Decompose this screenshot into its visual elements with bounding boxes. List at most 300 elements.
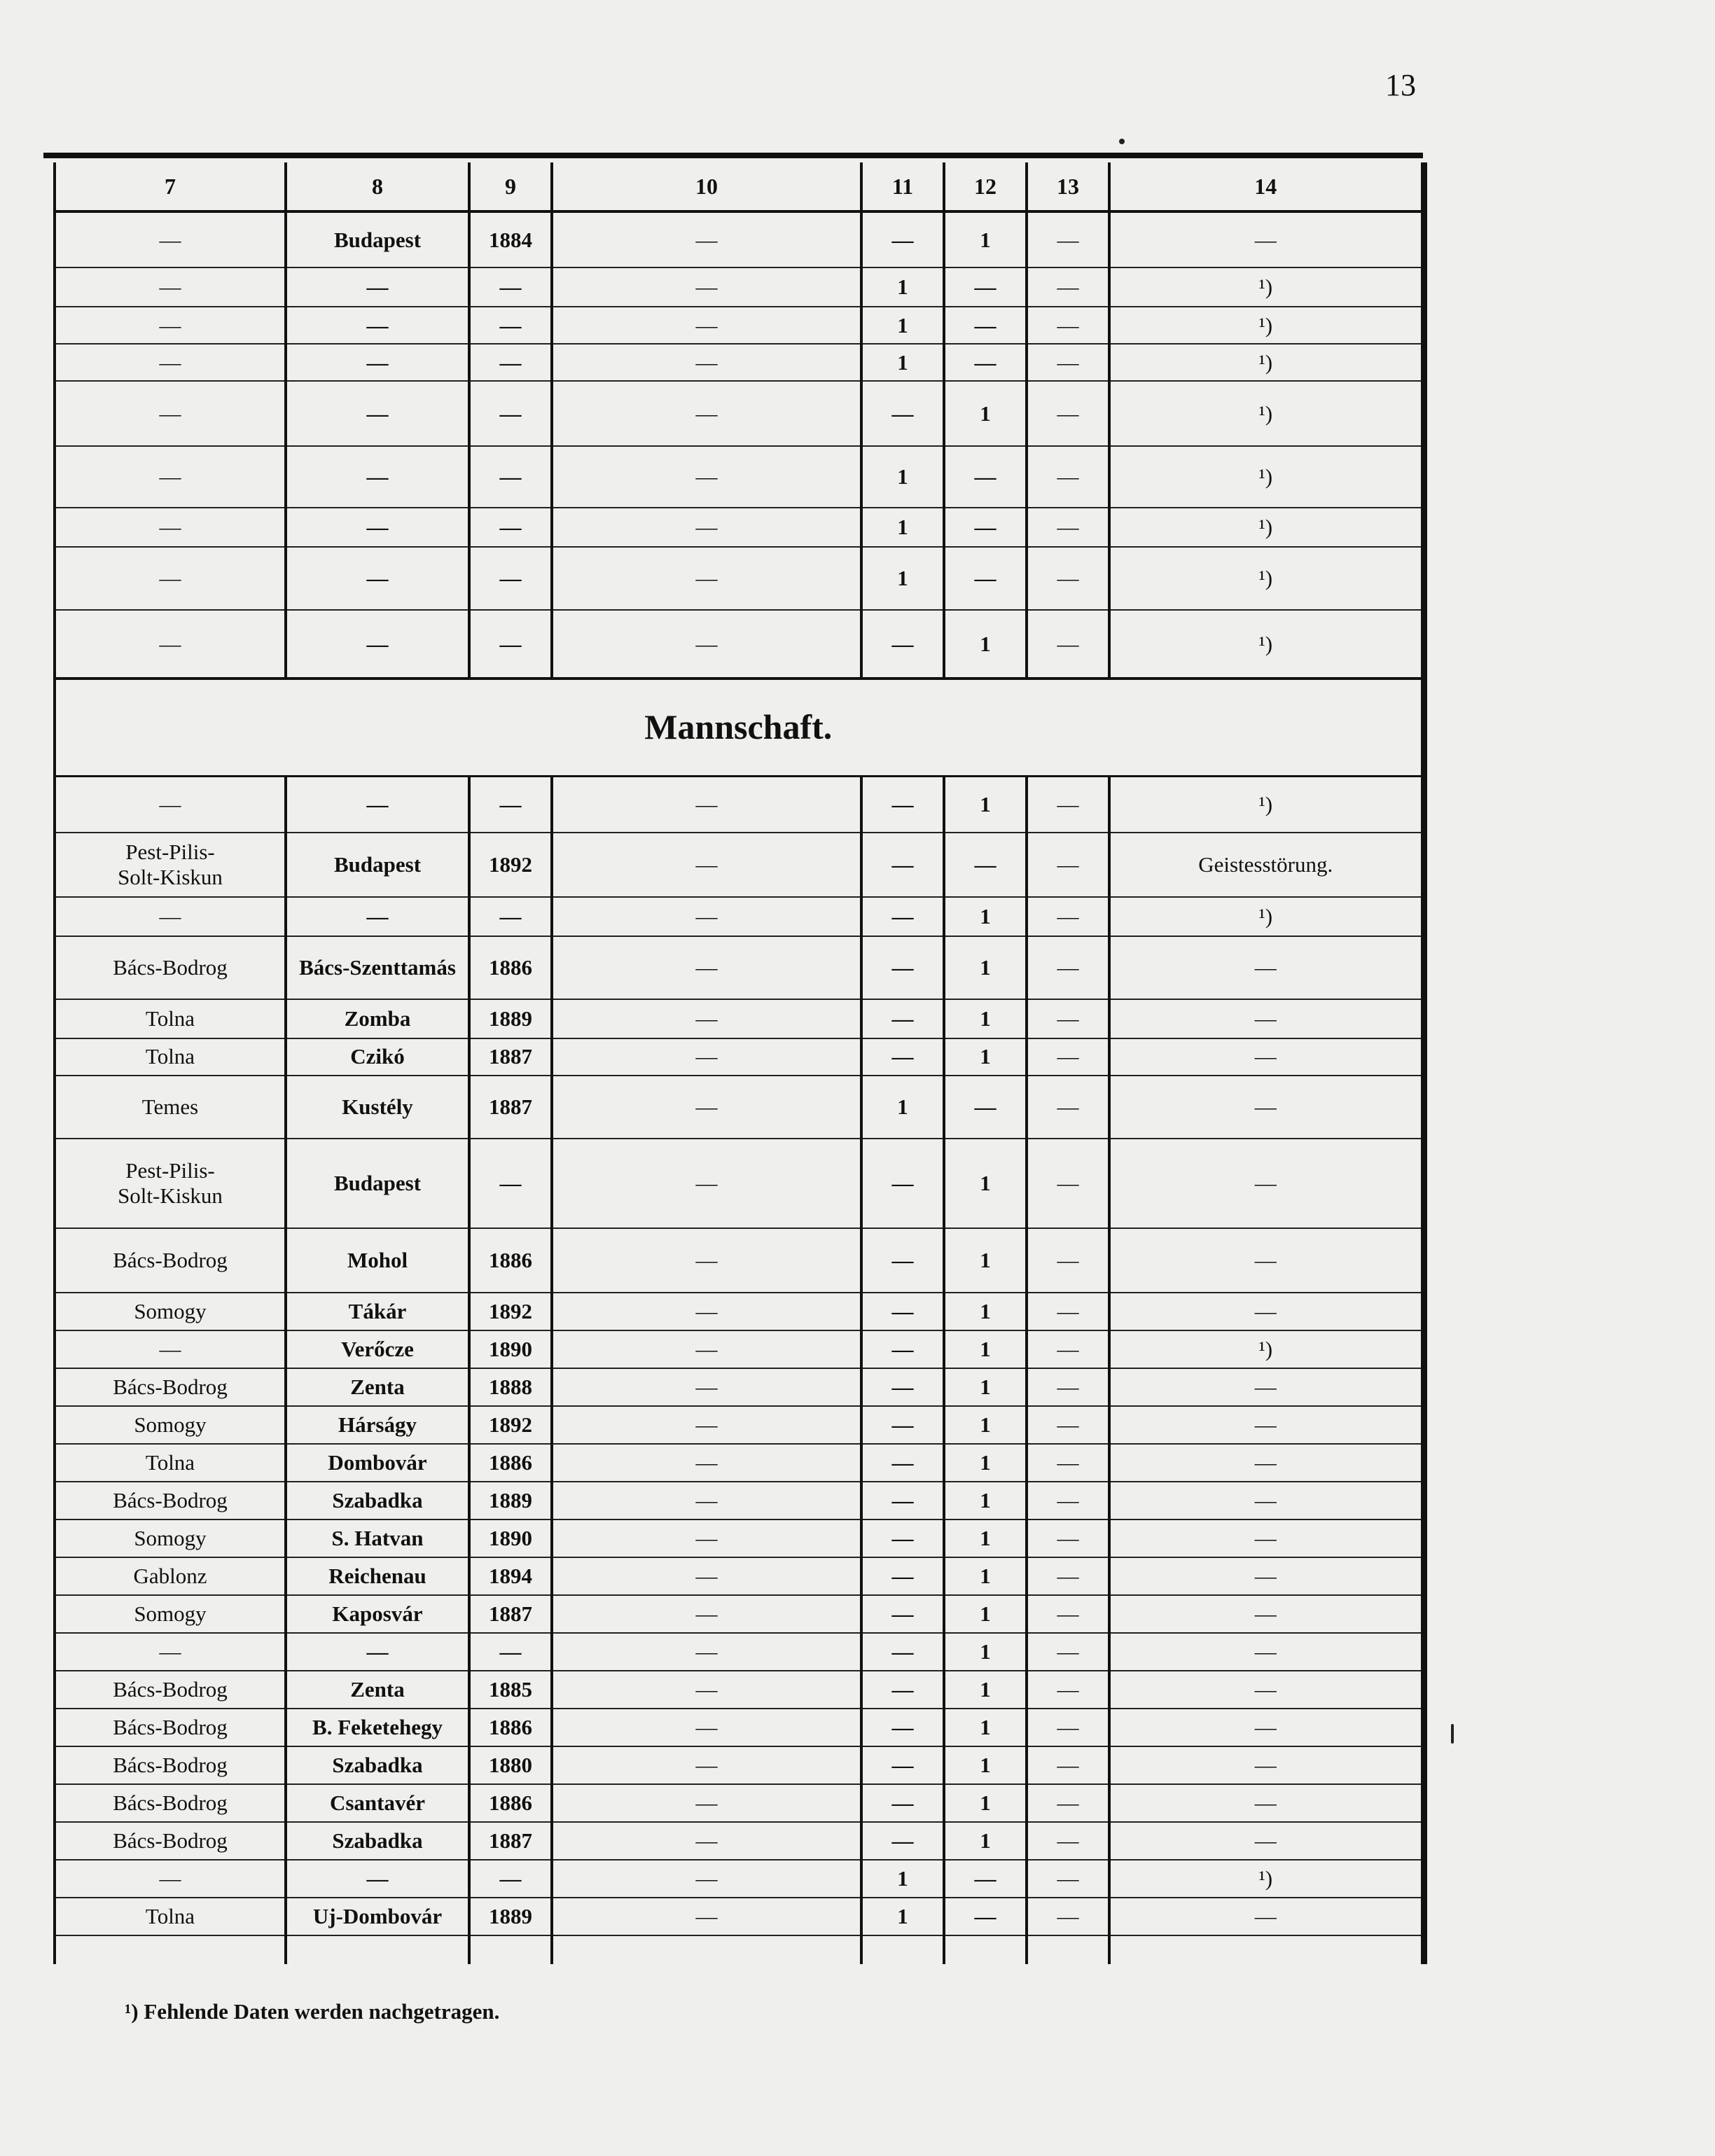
cell-col-9: 1889	[469, 999, 552, 1038]
cell-col-8: Reichenau	[286, 1557, 469, 1595]
cell-col-7: —	[55, 307, 286, 344]
cell-col-9: 1887	[469, 1595, 552, 1633]
cell-col-9: 1889	[469, 1482, 552, 1519]
cell-col-14: —	[1109, 1898, 1424, 1935]
table-row	[55, 1595, 1424, 1633]
cell-col-8: —	[286, 897, 469, 936]
cell-col-11: —	[861, 1822, 944, 1860]
cell-col-13: —	[1027, 1671, 1109, 1709]
cell-col-10: —	[552, 1595, 861, 1633]
cell-col-8: Mohol	[286, 1228, 469, 1293]
cell-col-14: —	[1109, 1709, 1424, 1746]
cell-col-14: —	[1109, 1228, 1424, 1293]
cell-col-10: —	[552, 508, 861, 547]
cell-col-13: —	[1027, 1898, 1109, 1935]
table-row	[55, 1076, 1424, 1139]
cell-col-9: 1886	[469, 1784, 552, 1822]
cell-col-13: —	[1027, 1557, 1109, 1595]
column-header: 13	[1027, 162, 1109, 211]
cell-col-14: —	[1109, 1633, 1424, 1671]
cell-col-8: Tákár	[286, 1293, 469, 1330]
cell-col-10: —	[552, 1444, 861, 1482]
cell-col-11: —	[861, 1671, 944, 1709]
table-row	[55, 508, 1424, 547]
cell-col-8: B. Feketehegy	[286, 1709, 469, 1746]
table-row	[55, 307, 1424, 344]
cell-col-14: —	[1109, 1519, 1424, 1557]
cell-col-7: —	[55, 610, 286, 679]
cell-col-14: —	[1109, 1293, 1424, 1330]
cell-col-12: 1	[944, 1709, 1027, 1746]
speck	[1119, 139, 1125, 144]
cell-col-11: 1	[861, 547, 944, 610]
cell-col-12: 1	[944, 777, 1027, 833]
table-row	[55, 1330, 1424, 1368]
cell-col-9: 1887	[469, 1038, 552, 1076]
cell-col-14: ¹)	[1109, 381, 1424, 446]
speck	[1451, 1724, 1454, 1744]
cell-col-14: —	[1109, 1038, 1424, 1076]
cell-col-9: 1889	[469, 1898, 552, 1935]
cell-col-8: Zenta	[286, 1671, 469, 1709]
cell-col-13: —	[1027, 777, 1109, 833]
cell-col-13: —	[1027, 1444, 1109, 1482]
cell-col-8: Budapest	[286, 211, 469, 267]
cell-col-8: Hárságy	[286, 1406, 469, 1444]
cell-col-12: 1	[944, 1557, 1027, 1595]
table-row	[55, 1482, 1424, 1519]
cell-col-8: —	[286, 344, 469, 381]
cell-col-10: —	[552, 610, 861, 679]
cell-col-8: Szabadka	[286, 1482, 469, 1519]
cell-col-7: —	[55, 1860, 286, 1898]
cell-col-12: 1	[944, 1822, 1027, 1860]
cell-col-8: Budapest	[286, 833, 469, 897]
table-row	[55, 1293, 1424, 1330]
table-row	[55, 1822, 1424, 1860]
cell-col-8: Zomba	[286, 999, 469, 1038]
cell-col-10: —	[552, 1228, 861, 1293]
cell-col-7: Somogy	[55, 1595, 286, 1633]
cell-col-9: 1888	[469, 1368, 552, 1406]
cell-col-7: Bács-Bodrog	[55, 1709, 286, 1746]
table-row	[55, 1368, 1424, 1406]
cell-col-14: —	[1109, 1595, 1424, 1633]
footnote: ¹) Fehlende Daten werden nachgetragen.	[125, 1999, 500, 2024]
cell-col-13: —	[1027, 833, 1109, 897]
table-row	[55, 344, 1424, 381]
cell-col-7: Bács-Bodrog	[55, 1784, 286, 1822]
cell-col-10: —	[552, 1784, 861, 1822]
table-row	[55, 1228, 1424, 1293]
cell-col-9: —	[469, 610, 552, 679]
cell-col-14: ¹)	[1109, 267, 1424, 307]
cell-col-12: 1	[944, 1671, 1027, 1709]
cell-col-11: —	[861, 211, 944, 267]
cell-col-13: —	[1027, 1746, 1109, 1784]
cell-col-12: 1	[944, 1330, 1027, 1368]
cell-col-14: ¹)	[1109, 897, 1424, 936]
cell-col-10: —	[552, 1671, 861, 1709]
cell-col-11: 1	[861, 1076, 944, 1139]
cell-col-7: Bács-Bodrog	[55, 936, 286, 999]
cell-col-10: —	[552, 1860, 861, 1898]
cell-col-14: ¹)	[1109, 1330, 1424, 1368]
cell-col-14: ¹)	[1109, 307, 1424, 344]
cell-col-11: 1	[861, 267, 944, 307]
cell-col-12: 1	[944, 897, 1027, 936]
cell-col-11: 1	[861, 508, 944, 547]
cell-col-13: —	[1027, 1709, 1109, 1746]
cell-col-9: —	[469, 344, 552, 381]
table-row	[55, 610, 1424, 679]
cell-col-7: Pest-Pilis- Solt-Kiskun	[55, 1139, 286, 1228]
cell-col-7: Gablonz	[55, 1557, 286, 1595]
cell-col-10: —	[552, 1519, 861, 1557]
cell-col-14: —	[1109, 1671, 1424, 1709]
cell-col-13: —	[1027, 381, 1109, 446]
cell-col-9: 1892	[469, 1293, 552, 1330]
cell-col-9: 1886	[469, 1709, 552, 1746]
cell-col-8: —	[286, 307, 469, 344]
cell-col-9: 1894	[469, 1557, 552, 1595]
cell-col-14: —	[1109, 1784, 1424, 1822]
cell-col-7: Tolna	[55, 999, 286, 1038]
cell-col-11: —	[861, 1228, 944, 1293]
cell-col-14: —	[1109, 1822, 1424, 1860]
cell-col-12: —	[944, 307, 1027, 344]
cell-col-12: 1	[944, 1595, 1027, 1633]
cell-col-8: —	[286, 547, 469, 610]
table-row	[55, 1633, 1424, 1671]
cell-col-10: —	[552, 267, 861, 307]
cell-col-9: —	[469, 897, 552, 936]
cell-col-12: 1	[944, 1746, 1027, 1784]
cell-col-11: —	[861, 833, 944, 897]
cell-col-12: 1	[944, 610, 1027, 679]
cell-col-11: —	[861, 1139, 944, 1228]
cell-col-13: —	[1027, 1482, 1109, 1519]
cell-col-8: Bács-Szenttamás	[286, 936, 469, 999]
cell-col-13: —	[1027, 897, 1109, 936]
cell-col-11: —	[861, 1746, 944, 1784]
cell-col-8: Szabadka	[286, 1746, 469, 1784]
cell-col-11: —	[861, 1038, 944, 1076]
cell-col-9: 1892	[469, 833, 552, 897]
cell-col-12: 1	[944, 1784, 1027, 1822]
cell-col-7: Bács-Bodrog	[55, 1822, 286, 1860]
cell-col-13: —	[1027, 1368, 1109, 1406]
cell-col-10: —	[552, 1746, 861, 1784]
cell-col-10: —	[552, 1406, 861, 1444]
cell-col-11: —	[861, 999, 944, 1038]
cell-col-13: —	[1027, 547, 1109, 610]
cell-col-12: 1	[944, 936, 1027, 999]
cell-col-8: —	[286, 1860, 469, 1898]
cell-col-7: Somogy	[55, 1293, 286, 1330]
cell-col-9: —	[469, 1633, 552, 1671]
cell-col-9: 1887	[469, 1076, 552, 1139]
cell-col-13: —	[1027, 1293, 1109, 1330]
cell-col-13: —	[1027, 1076, 1109, 1139]
cell-col-10: —	[552, 446, 861, 508]
cell-col-9: 1885	[469, 1671, 552, 1709]
cell-col-7: —	[55, 777, 286, 833]
cell-col-9: —	[469, 1860, 552, 1898]
cell-col-14: —	[1109, 1557, 1424, 1595]
cell-col-12: 1	[944, 1293, 1027, 1330]
cell-col-7: Bács-Bodrog	[55, 1746, 286, 1784]
cell-col-11: —	[861, 1557, 944, 1595]
cell-col-8: —	[286, 610, 469, 679]
cell-col-10: —	[552, 833, 861, 897]
cell-col-14: ¹)	[1109, 777, 1424, 833]
table-tail-row	[55, 1935, 1424, 1964]
cell-col-11: —	[861, 1633, 944, 1671]
section-row	[55, 679, 1424, 777]
cell-col-11: —	[861, 897, 944, 936]
cell-col-14: —	[1109, 1076, 1424, 1139]
cell-col-11: —	[861, 1444, 944, 1482]
cell-col-12: 1	[944, 1139, 1027, 1228]
cell-col-12: —	[944, 1076, 1027, 1139]
cell-col-10: —	[552, 547, 861, 610]
cell-col-10: —	[552, 999, 861, 1038]
cell-col-10: —	[552, 1330, 861, 1368]
cell-col-12: 1	[944, 1482, 1027, 1519]
cell-col-7: —	[55, 1330, 286, 1368]
cell-col-9: 1886	[469, 936, 552, 999]
table-row	[55, 1784, 1424, 1822]
cell-col-12: 1	[944, 1444, 1027, 1482]
cell-col-11: —	[861, 777, 944, 833]
cell-col-7: Pest-Pilis- Solt-Kiskun	[55, 833, 286, 897]
cell-col-13: —	[1027, 446, 1109, 508]
cell-col-14: —	[1109, 1406, 1424, 1444]
cell-col-11: 1	[861, 1898, 944, 1935]
mannschaft-section	[55, 777, 1424, 1935]
cell-col-12: —	[944, 1898, 1027, 1935]
cell-col-10: —	[552, 1076, 861, 1139]
cell-col-8: —	[286, 267, 469, 307]
cell-col-8: Kaposvár	[286, 1595, 469, 1633]
cell-col-7: Bács-Bodrog	[55, 1368, 286, 1406]
table-row	[55, 1709, 1424, 1746]
table-row	[55, 1860, 1424, 1898]
cell-col-12: 1	[944, 1038, 1027, 1076]
cell-col-9: 1890	[469, 1330, 552, 1368]
cell-col-14: —	[1109, 1746, 1424, 1784]
cell-col-9: —	[469, 307, 552, 344]
cell-col-13: —	[1027, 1330, 1109, 1368]
cell-col-12: 1	[944, 211, 1027, 267]
cell-col-11: —	[861, 1519, 944, 1557]
cell-col-13: —	[1027, 1139, 1109, 1228]
cell-col-8: —	[286, 1633, 469, 1671]
cell-col-13: —	[1027, 1860, 1109, 1898]
table-row	[55, 446, 1424, 508]
cell-col-11: —	[861, 610, 944, 679]
cell-col-13: —	[1027, 1038, 1109, 1076]
table-row	[55, 1898, 1424, 1935]
cell-col-7: Temes	[55, 1076, 286, 1139]
cell-col-10: —	[552, 1557, 861, 1595]
cell-col-12: —	[944, 446, 1027, 508]
table-row	[55, 1139, 1424, 1228]
cell-col-14: Geistesstörung.	[1109, 833, 1424, 897]
cell-col-8: —	[286, 508, 469, 547]
table-row	[55, 1746, 1424, 1784]
cell-col-12: —	[944, 267, 1027, 307]
cell-col-12: —	[944, 508, 1027, 547]
cell-col-14: ¹)	[1109, 508, 1424, 547]
cell-col-8: S. Hatvan	[286, 1519, 469, 1557]
cell-col-8: —	[286, 446, 469, 508]
cell-col-13: —	[1027, 508, 1109, 547]
cell-col-13: —	[1027, 1406, 1109, 1444]
cell-col-12: —	[944, 1860, 1027, 1898]
cell-col-7: —	[55, 381, 286, 446]
cell-col-13: —	[1027, 211, 1109, 267]
cell-col-9: —	[469, 267, 552, 307]
cell-col-11: —	[861, 1330, 944, 1368]
cell-col-11: —	[861, 1406, 944, 1444]
cell-col-14: —	[1109, 1368, 1424, 1406]
cell-col-7: —	[55, 547, 286, 610]
table-row	[55, 1557, 1424, 1595]
column-header: 12	[944, 162, 1027, 211]
cell-col-13: —	[1027, 344, 1109, 381]
cell-col-9: 1892	[469, 1406, 552, 1444]
cell-col-12: 1	[944, 1633, 1027, 1671]
cell-col-10: —	[552, 1368, 861, 1406]
cell-col-14: ¹)	[1109, 1860, 1424, 1898]
table-row	[55, 1444, 1424, 1482]
cell-col-13: —	[1027, 307, 1109, 344]
cell-col-11: —	[861, 381, 944, 446]
table-row	[55, 1519, 1424, 1557]
table-row	[55, 381, 1424, 446]
table-row	[55, 777, 1424, 833]
cell-col-9: 1886	[469, 1228, 552, 1293]
cell-col-10: —	[552, 307, 861, 344]
mannschaft-section-heading	[55, 679, 1424, 777]
cell-col-8: Uj-Dombovár	[286, 1898, 469, 1935]
table-tail	[55, 1935, 1424, 1964]
cell-col-10: —	[552, 1709, 861, 1746]
cell-col-7: Tolna	[55, 1444, 286, 1482]
ledger-table	[53, 162, 1427, 1964]
cell-col-12: 1	[944, 1228, 1027, 1293]
table-row	[55, 833, 1424, 897]
column-header: 14	[1109, 162, 1424, 211]
cell-col-7: —	[55, 267, 286, 307]
cell-col-13: —	[1027, 1822, 1109, 1860]
cell-col-11: —	[861, 1595, 944, 1633]
cell-col-11: 1	[861, 446, 944, 508]
cell-col-10: —	[552, 1139, 861, 1228]
cell-col-10: —	[552, 344, 861, 381]
cell-col-8: —	[286, 381, 469, 446]
cell-col-11: 1	[861, 1860, 944, 1898]
cell-col-8: —	[286, 777, 469, 833]
cell-col-9: 1890	[469, 1519, 552, 1557]
cell-col-9: 1884	[469, 211, 552, 267]
cell-col-8: Verőcze	[286, 1330, 469, 1368]
cell-col-7: Somogy	[55, 1519, 286, 1557]
cell-col-8: Budapest	[286, 1139, 469, 1228]
cell-col-7: Bács-Bodrog	[55, 1482, 286, 1519]
cell-col-7: —	[55, 211, 286, 267]
cell-col-8: Szabadka	[286, 1822, 469, 1860]
cell-col-14: —	[1109, 999, 1424, 1038]
cell-col-13: —	[1027, 999, 1109, 1038]
cell-col-7: Tolna	[55, 1898, 286, 1935]
cell-col-7: —	[55, 446, 286, 508]
cell-col-12: —	[944, 344, 1027, 381]
section-title: Mannschaft.	[55, 679, 1424, 777]
cell-col-8: Zenta	[286, 1368, 469, 1406]
column-header: 11	[861, 162, 944, 211]
cell-col-7: —	[55, 1633, 286, 1671]
cell-col-14: ¹)	[1109, 446, 1424, 508]
cell-col-11: —	[861, 1293, 944, 1330]
cell-col-10: —	[552, 1822, 861, 1860]
cell-col-7: Somogy	[55, 1406, 286, 1444]
cell-col-7: —	[55, 508, 286, 547]
cell-col-14: ¹)	[1109, 547, 1424, 610]
cell-col-12: 1	[944, 381, 1027, 446]
cell-col-10: —	[552, 1482, 861, 1519]
table-row	[55, 936, 1424, 999]
cell-col-7: —	[55, 897, 286, 936]
cell-col-11: —	[861, 1709, 944, 1746]
cell-col-9: —	[469, 508, 552, 547]
cell-col-11: 1	[861, 307, 944, 344]
cell-col-9: 1886	[469, 1444, 552, 1482]
cell-col-12: 1	[944, 1519, 1027, 1557]
cell-col-9: 1887	[469, 1822, 552, 1860]
cell-col-14: —	[1109, 211, 1424, 267]
cell-col-12: —	[944, 547, 1027, 610]
table-row	[55, 547, 1424, 610]
cell-col-12: 1	[944, 1368, 1027, 1406]
table-row	[55, 1406, 1424, 1444]
cell-col-11: —	[861, 1482, 944, 1519]
cell-col-10: —	[552, 1898, 861, 1935]
table-row	[55, 267, 1424, 307]
cell-col-14: ¹)	[1109, 344, 1424, 381]
cell-col-9: —	[469, 446, 552, 508]
cell-col-10: —	[552, 897, 861, 936]
column-header: 7	[55, 162, 286, 211]
cell-col-13: —	[1027, 610, 1109, 679]
cell-col-9: —	[469, 547, 552, 610]
table-row	[55, 999, 1424, 1038]
column-header: 9	[469, 162, 552, 211]
cell-col-9: —	[469, 777, 552, 833]
cell-col-10: —	[552, 1633, 861, 1671]
cell-col-14: ¹)	[1109, 610, 1424, 679]
cell-col-9: —	[469, 1139, 552, 1228]
cell-col-10: —	[552, 211, 861, 267]
cell-col-13: —	[1027, 1595, 1109, 1633]
cell-col-11: —	[861, 1784, 944, 1822]
cell-col-8: Czikó	[286, 1038, 469, 1076]
table-row	[55, 1038, 1424, 1076]
cell-col-9: 1880	[469, 1746, 552, 1784]
cell-col-13: —	[1027, 267, 1109, 307]
